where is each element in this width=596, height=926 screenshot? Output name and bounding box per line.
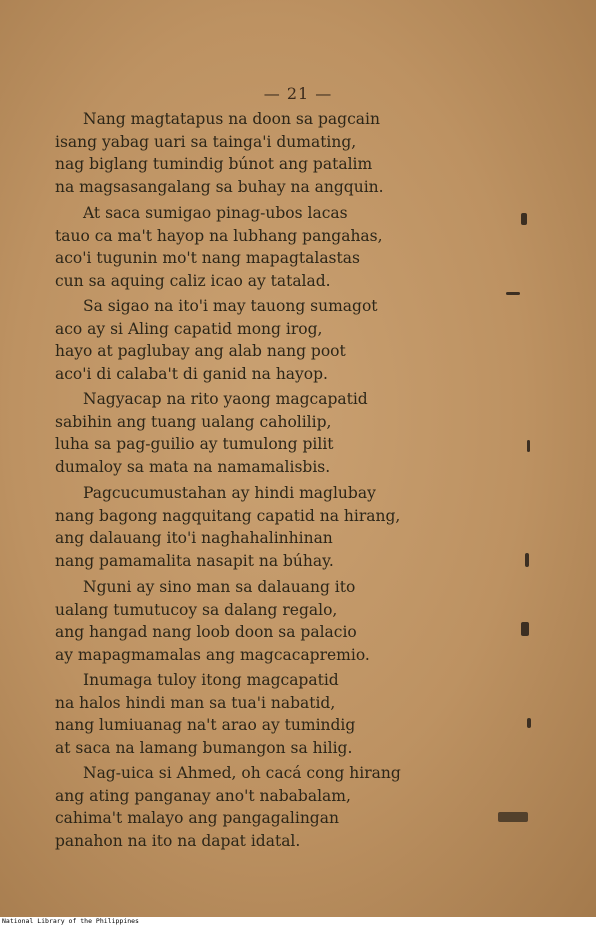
verse-line: aco'i tugunin mo't nang mapagtalastas (55, 249, 360, 267)
verse-line: na halos hindi man sa tua'i nabatid, (55, 693, 336, 712)
verse-line: Sa sigao na ito'i may tauong sumagot (83, 297, 378, 315)
verse-line: panahon na ito na dapat idatal. (55, 831, 301, 850)
verse-line: ang hangad nang loob doon sa palacio (55, 623, 357, 641)
stanza-8 (55, 762, 485, 852)
footer-credit: National Library of the Philippines (2, 917, 139, 925)
verse-line: aco ay si Aling capatid mong irog, (55, 319, 323, 338)
ink-speck (525, 553, 529, 567)
verse-line: Nang magtatapus na doon sa pagcain (83, 110, 380, 128)
ink-speck (527, 718, 531, 728)
verse-line: Pagcucumustahan ay hindi maglubay (83, 484, 376, 502)
stanza-1 (55, 108, 485, 198)
verse-line: ang dalauang ito'i naghahalinhinan (55, 529, 333, 547)
stanza-2 (55, 202, 485, 292)
verse-line: hayo at paglubay ang alab nang poot (55, 342, 346, 360)
verse-line: nang pamamalita nasapit na búhay. (55, 551, 334, 570)
stanza-6 (55, 576, 485, 666)
verse-line: ualang tumutucoy sa dalang regalo, (55, 600, 338, 619)
page-number: — 21 — (263, 84, 333, 103)
verse-line: nag biglang tumindig búnot ang patalim (55, 155, 373, 173)
ink-speck (506, 292, 520, 295)
ink-speck (498, 812, 528, 822)
stanza-3 (55, 295, 485, 385)
verse-line: aco'i di calaba't di ganid na hayop. (55, 364, 328, 383)
verse-line: cun sa aquing caliz icao ay tatalad. (55, 271, 331, 290)
verse-line: na magsasangalang sa buhay na angquin. (55, 177, 384, 196)
verse-line: sabihin ang tuang ualang caholilip, (55, 412, 332, 431)
verse-line: ang ating panganay ano't nababalam, (55, 786, 351, 805)
stanza-4 (55, 388, 485, 478)
verse-line: luha sa pag-guilio ay tumulong pilit (55, 435, 334, 453)
verse-line: nang bagong nagquitang capatid na hirang, (55, 506, 401, 525)
ink-speck (521, 622, 529, 636)
verse-line: nang lumiuanag na't arao ay tumindig (55, 716, 356, 734)
verse-line: Nag-uica si Ahmed, oh cacá cong hirang (83, 764, 401, 782)
ink-speck (527, 440, 530, 452)
verse-line: cahima't malayo ang pangagalingan (55, 809, 339, 827)
verse-line: ay mapagmamalas ang magcacapremio. (55, 645, 370, 664)
verse-line: At saca sumigao pinag-ubos lacas (83, 204, 348, 222)
stanza-5 (55, 482, 485, 572)
verse-line: Nguni ay sino man sa dalauang ito (83, 578, 356, 596)
verse-line: isang yabag uari sa tainga'i dumating, (55, 132, 357, 151)
verse-line: tauo ca ma't hayop na lubhang pangahas, (55, 226, 383, 245)
verse-line: Nagyacap na rito yaong magcapatid (83, 390, 368, 408)
ink-speck (521, 213, 527, 225)
verse-line: at saca na lamang bumangon sa hilig. (55, 738, 353, 757)
stanza-7 (55, 669, 485, 759)
verse-line: dumaloy sa mata na namamalisbis. (55, 457, 331, 476)
verse-line: Inumaga tuloy itong magcapatid (83, 671, 339, 689)
